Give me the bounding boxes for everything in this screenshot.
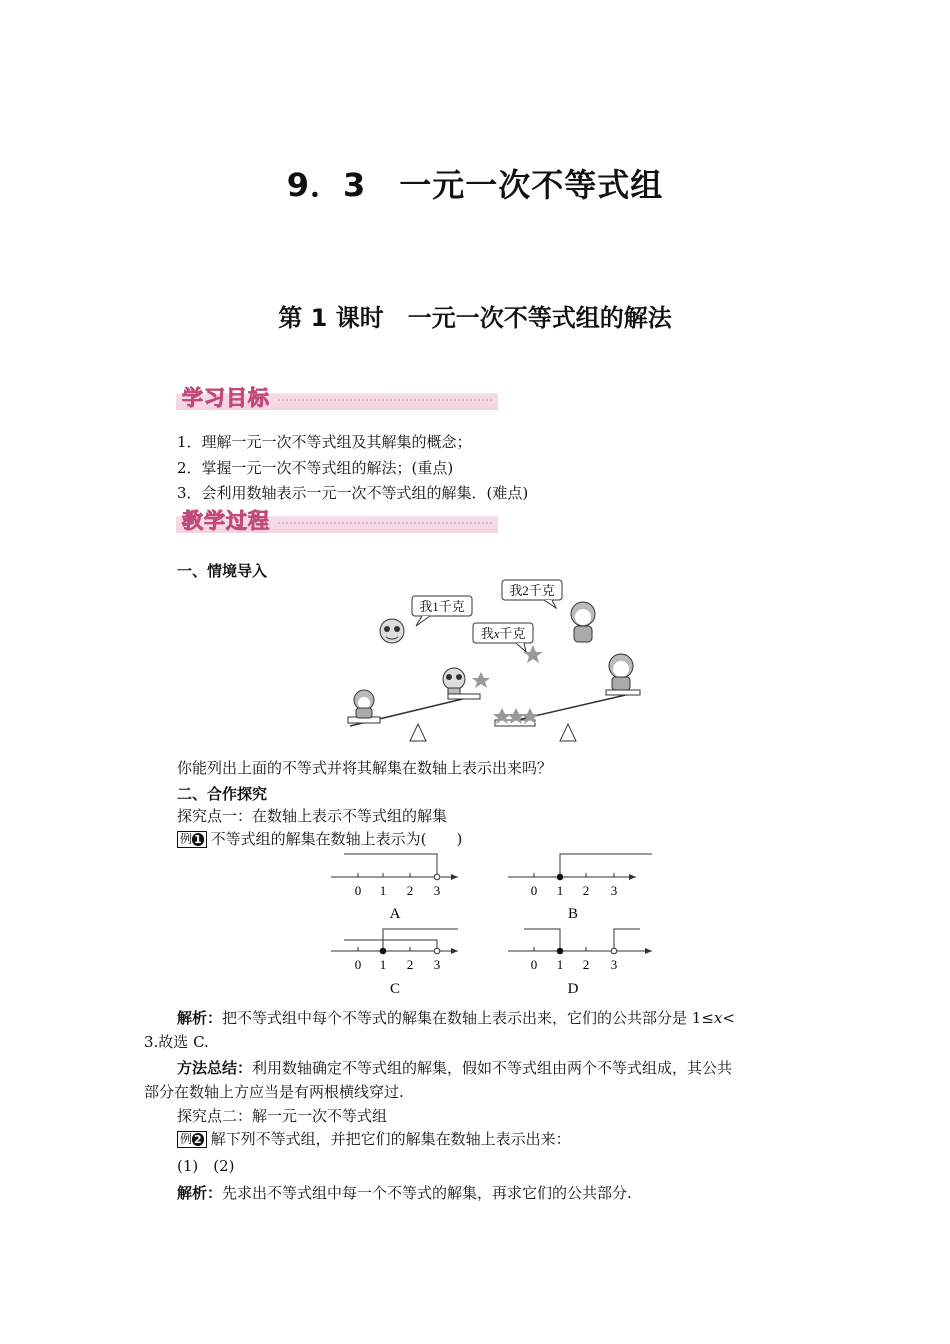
tick-label: 2 (406, 957, 414, 972)
lesson-subtitle: 第 1 课时 一元一次不等式组的解法 (278, 304, 672, 332)
analysis-1-var: x (713, 1009, 723, 1027)
option-label-d: D (567, 981, 579, 997)
bubble-2kg-text: 我2千克 (509, 583, 555, 598)
tick-label: 3 (433, 883, 441, 898)
tick-label: 0 (354, 883, 362, 898)
option-label-b: B (567, 906, 579, 922)
tick-label: 2 (582, 883, 590, 898)
analysis-label: 解析： (177, 1009, 223, 1027)
objective-item: 2．掌握一元一次不等式组的解法；(重点) (177, 459, 454, 477)
process-banner-label: 教学过程 (182, 509, 270, 533)
left-balance-scale (348, 668, 490, 741)
objectives-banner (176, 384, 498, 410)
tick-label: 3 (610, 957, 618, 972)
speech-bubble-xkg (473, 623, 533, 652)
page-title: 9．3 一元一次不等式组 (286, 166, 664, 204)
tick-label: 3 (610, 883, 618, 898)
tick-label: 1 (379, 883, 387, 898)
monkey-character-icon (380, 619, 404, 643)
explore-point-2: 探究点二：解一元一次不等式组 (177, 1107, 388, 1125)
example-1-tag: 例 1 (177, 831, 207, 848)
example-2 (177, 1129, 571, 1149)
svg-text:我x千克 (481, 626, 526, 641)
tick-label: 0 (354, 957, 362, 972)
bubble-x-var: x (493, 626, 500, 641)
analysis-1-text: 把不等式组中每个不等式的解集在数轴上表示出来，它们的公共部分是 1≤ (222, 1009, 714, 1027)
bubble-x-post: 千克 (499, 626, 526, 641)
analysis-2-label: 解析： (177, 1184, 223, 1202)
example-2-text: 解下列不等式组，并把它们的解集在数轴上表示出来： (210, 1130, 571, 1148)
option-b-number-line (508, 854, 652, 922)
speech-bubble-2kg (502, 580, 562, 608)
analysis-1 (177, 1008, 735, 1028)
section-heading-intro: 一、情境导入 (177, 562, 268, 580)
method-text-1: 利用数轴确定不等式组的解集，假如不等式组由两个不等式组成，其公共 (252, 1059, 733, 1077)
objective-item: 1．理解一元一次不等式组及其解集的概念； (177, 433, 472, 451)
tick-label: 2 (582, 957, 590, 972)
option-a-number-line (331, 854, 458, 922)
option-label-a: A (389, 906, 401, 922)
tick-label: 1 (556, 883, 564, 898)
section-heading-explore: 二、合作探究 (177, 785, 268, 803)
objective-item: 3．会利用数轴表示一元一次不等式组的解集．(难点) (177, 484, 529, 502)
balance-illustration (330, 576, 660, 746)
bubble-x-pre: 我 (480, 626, 494, 641)
bubble-1kg-text: 我1千克 (419, 599, 465, 614)
example-2-tag: 例 2 (177, 1131, 207, 1148)
analysis-2 (177, 1183, 632, 1203)
number-line-options (326, 848, 666, 1000)
example-1-text: 不等式组的解集在数轴上表示为( ) (210, 830, 463, 848)
method-text-2: 部分在数轴上方应当是有两根横线穿过. (144, 1083, 404, 1101)
intro-question: 你能列出上面的不等式并将其解集在数轴上表示出来吗？ (177, 759, 553, 777)
star-weight-icon (523, 645, 543, 663)
speech-bubble-1kg (412, 596, 472, 626)
method-label: 方法总结： (177, 1059, 253, 1077)
example-1 (177, 829, 462, 849)
tick-label: 2 (406, 883, 414, 898)
tick-label: 1 (556, 957, 564, 972)
option-c-number-line (331, 929, 458, 997)
analysis-1-line2: 3.故选 C. (144, 1033, 209, 1051)
tick-label: 1 (379, 957, 387, 972)
example-2-parts: (1) (2) (177, 1157, 235, 1175)
option-d-number-line (508, 929, 652, 997)
tick-label: 3 (433, 957, 441, 972)
explore-point-1: 探究点一：在数轴上表示不等式组的解集 (177, 807, 448, 825)
analysis-1-end: < (722, 1009, 735, 1027)
robot-cat-character-icon (571, 602, 595, 642)
tick-label: 0 (530, 883, 538, 898)
objectives-banner-label: 学习目标 (182, 386, 270, 410)
process-banner (176, 507, 498, 533)
option-label-c: C (389, 981, 401, 997)
right-balance-scale (493, 654, 640, 741)
analysis-2-text: 先求出不等式组中每一个不等式的解集，再求它们的公共部分. (222, 1184, 632, 1202)
method-summary (177, 1058, 732, 1078)
tick-label: 0 (530, 957, 538, 972)
